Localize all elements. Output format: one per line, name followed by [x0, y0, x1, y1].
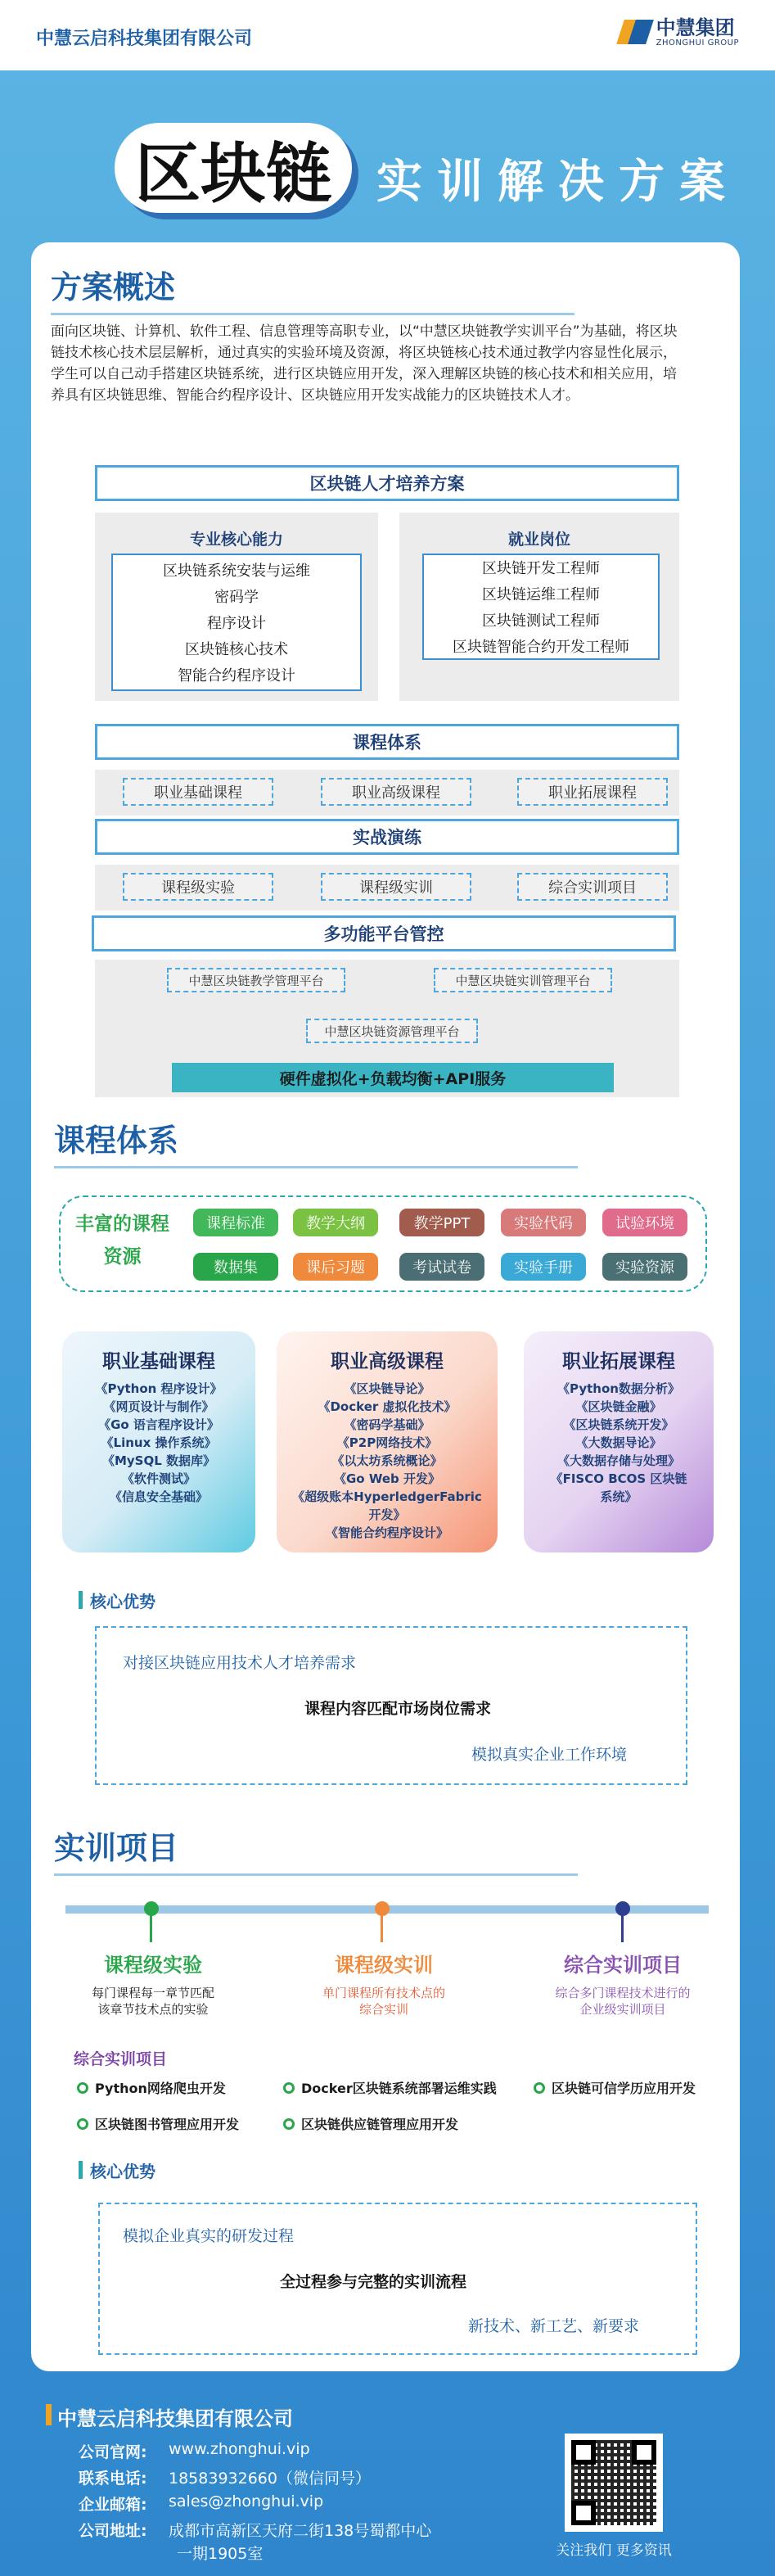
extend-course-title: 职业拓展课程: [562, 1351, 675, 1372]
advanced-course-title: 职业高级课程: [331, 1351, 444, 1372]
bullet-icon: [534, 2082, 545, 2094]
list-item: 《Linux 操作系统》: [101, 1435, 217, 1450]
timeline-stick-training: [381, 1914, 383, 1942]
list-item: 《密码学基础》: [344, 1417, 430, 1432]
bullet-icon: [283, 2082, 295, 2094]
list-item: 《Go Web 开发》: [334, 1471, 440, 1486]
list-item: 《Python数据分析》: [557, 1381, 680, 1396]
overview-paragraph: 面向区块链、计算机、软件工程、信息管理等高职专业，以“中慧区块链教学实训平台”为基础，将区块链技术核心技术层层解析，通过真实的实验环境及资源，将区块链核心技术通过教学内容显性化展示，学生可以自己动手搭建区块链系统，进行区块链应用开发，深入理解区块链的核心技术和相关应用，培养具有区块链思维、智能合约程序设计、区块链应用开发实战能力的区块链技术人才。: [51, 323, 678, 404]
practice-advantage-line-3: 新技术、新工艺、新要求: [468, 2317, 640, 2335]
course-system-title: 课程体系: [95, 724, 679, 760]
hero-subtitle: 实训解决方案: [376, 155, 740, 209]
course-pill-extend[interactable]: 职业拓展课程: [517, 778, 668, 806]
step-desc-experiment: 每门课程每一章节匹配 该章节技术点的实验: [91, 1986, 214, 2017]
tag-test-environment[interactable]: 试验环境: [602, 1209, 687, 1236]
list-item: 《Docker 虚拟化技术》: [318, 1399, 457, 1414]
timeline-stick-project: [621, 1914, 624, 1942]
list-item: 《信息安全基础》: [109, 1489, 208, 1504]
list-item: 《Go 语言程序设计》: [98, 1417, 219, 1432]
list-item: 《FISCO BCOS 区块链: [550, 1471, 687, 1486]
project-item[interactable]: 区块链图书管理应用开发: [77, 2114, 239, 2133]
qr-caption: 关注我们 更多资讯: [556, 2542, 672, 2559]
bullet-icon: [283, 2118, 295, 2130]
practice-title: 实战演练: [95, 819, 679, 855]
list-item: 《区块链导论》: [344, 1381, 430, 1396]
list-item: 系统》: [600, 1489, 638, 1504]
extend-course-card[interactable]: [524, 1331, 714, 1552]
logo-icon: [620, 16, 651, 47]
platform-pill-training[interactable]: 中慧区块链实训管理平台: [434, 968, 612, 992]
advanced-course-card[interactable]: [277, 1331, 498, 1552]
project-item[interactable]: Python网络爬虫开发: [77, 2078, 226, 2097]
step-title-project: 综合实训项目: [564, 1954, 682, 1977]
basic-course-title: 职业基础课程: [102, 1351, 215, 1372]
job-post-list: [422, 554, 660, 660]
footer-email[interactable]: 企业邮箱: sales@zhonghui.vip: [79, 2492, 324, 2514]
header-bar: [0, 0, 775, 70]
list-item: 《大数据存储与处理》: [556, 1453, 680, 1468]
list-item: 程序设计: [207, 615, 266, 632]
list-item: 区块链核心技术: [185, 641, 288, 658]
list-item: 《区块链系统开发》: [563, 1417, 674, 1432]
list-item: 区块链测试工程师: [482, 612, 600, 630]
tag-exercises[interactable]: 课后习题: [293, 1253, 378, 1281]
core-ability-list: [111, 554, 362, 691]
practice-heading: 实训项目: [54, 1823, 178, 1868]
footer-website[interactable]: 公司官网: www.zhonghui.vip: [79, 2440, 310, 2461]
step-desc-project: 综合多门课程技术进行的 企业级实训项目: [555, 1986, 691, 2017]
practice-pill-project[interactable]: 综合实训项目: [517, 873, 668, 901]
list-item: 《大数据导论》: [575, 1435, 662, 1450]
practice-pill-experiment[interactable]: 课程级实验: [123, 873, 273, 901]
timeline-stick-experiment: [150, 1914, 152, 1942]
job-post-caption: 就业岗位: [507, 531, 570, 549]
list-item: 《Python 程序设计》: [95, 1381, 223, 1396]
tag-syllabus[interactable]: 教学大纲: [293, 1209, 378, 1236]
practice-advantage-heading: 核心优势: [79, 2158, 155, 2182]
courses-advantage-line-3: 模拟真实企业工作环境: [471, 1746, 628, 1764]
tag-lab-manual[interactable]: 实验手册: [501, 1253, 586, 1281]
list-item: 区块链运维工程师: [482, 586, 600, 603]
tag-dataset[interactable]: 数据集: [193, 1253, 278, 1281]
step-desc-training: 单门课程所有技术点的 综合实训: [322, 1986, 445, 2017]
list-item: 区块链系统安装与运维: [163, 563, 310, 580]
project-item[interactable]: Docker区块链系统部署运维实践: [283, 2078, 497, 2097]
list-item: 《网页设计与制作》: [103, 1399, 214, 1414]
bullet-icon: [77, 2082, 88, 2094]
footer-company-name: 中慧云启科技集团有限公司: [46, 2402, 293, 2431]
tag-ppt[interactable]: 教学PPT: [399, 1209, 484, 1236]
list-item: 智能合约程序设计: [178, 667, 295, 685]
project-item[interactable]: 区块链可信学历应用开发: [534, 2078, 696, 2097]
footer-address: 公司地址: 成都市高新区天府二街138号蜀都中心: [79, 2522, 432, 2540]
list-item: 区块链开发工程师: [482, 560, 600, 577]
list-item: 《以太坊系统概论》: [331, 1453, 443, 1468]
project-list-heading: 综合实训项目: [74, 2050, 168, 2068]
job-post-panel: [399, 513, 679, 701]
list-item: 《软件测试》: [121, 1471, 196, 1486]
brand-logo[interactable]: [620, 16, 739, 47]
courses-heading: 课程体系: [54, 1115, 178, 1160]
basic-course-card[interactable]: [62, 1331, 255, 1552]
list-item: 《超级账本HyperledgerFabric: [292, 1489, 482, 1504]
resources-label: 丰富的课程资源: [75, 1213, 169, 1268]
courses-advantage-line-1: 对接区块链应用技术人才培养需求: [123, 1654, 357, 1672]
tag-exam[interactable]: 考试试卷: [399, 1253, 484, 1281]
tag-course-standard[interactable]: 课程标准: [193, 1209, 278, 1236]
tag-experiment-code[interactable]: 实验代码: [501, 1209, 586, 1236]
core-ability-caption: 专业核心能力: [189, 531, 283, 549]
tag-lab-resources[interactable]: 实验资源: [602, 1253, 687, 1281]
list-item: 区块链智能合约开发工程师: [453, 639, 629, 656]
platform-pill-teaching[interactable]: 中慧区块链教学管理平台: [167, 968, 345, 992]
courses-advantage-line-2: 课程内容匹配市场岗位需求: [304, 1700, 492, 1718]
footer-phone[interactable]: 联系电话: 18583932660（微信同号）: [79, 2470, 371, 2488]
logo-text-cn: 中慧集团: [656, 16, 735, 39]
company-name: 中慧云启科技集团有限公司: [36, 29, 253, 49]
talent-plan-title: 区块链人才培养方案: [95, 465, 679, 501]
project-item[interactable]: 区块链供应链管理应用开发: [283, 2114, 458, 2133]
course-pill-basic[interactable]: 职业基础课程: [123, 778, 273, 806]
step-title-experiment: 课程级实验: [104, 1954, 202, 1977]
footer-address-line-2: 一期1905室: [177, 2545, 264, 2563]
practice-advantage-line-2: 全过程参与完整的实训流程: [280, 2273, 467, 2291]
qr-code-icon[interactable]: [565, 2434, 663, 2532]
logo-text-en: ZHONGHUI GROUP: [656, 38, 739, 47]
practice-advantage-line-1: 模拟企业真实的研发过程: [123, 2227, 295, 2245]
platform-pill-resource[interactable]: 中慧区块链资源管理平台: [306, 1019, 478, 1043]
list-item: 密码学: [214, 589, 259, 606]
platform-title: 多功能平台管控: [92, 915, 676, 951]
virtualization-bar: 硬件虚拟化+负载均衡+API服务: [172, 1063, 614, 1092]
list-item: 《MySQL 数据库》: [101, 1453, 216, 1468]
list-item: 《P2P网络技术》: [336, 1435, 438, 1450]
list-item: 《智能合约程序设计》: [325, 1525, 448, 1540]
list-item: 《区块链金融》: [575, 1399, 662, 1414]
bullet-icon: [77, 2118, 88, 2130]
step-title-training: 课程级实训: [335, 1954, 433, 1977]
overview-heading: 方案概述: [51, 262, 175, 307]
course-pill-advanced[interactable]: 职业高级课程: [321, 778, 471, 806]
core-ability-panel: [95, 513, 378, 701]
list-item: 开发》: [368, 1507, 406, 1522]
courses-advantage-heading: 核心优势: [79, 1589, 155, 1612]
practice-pill-training[interactable]: 课程级实训: [321, 873, 471, 901]
hero-title: 区块链: [115, 123, 352, 213]
